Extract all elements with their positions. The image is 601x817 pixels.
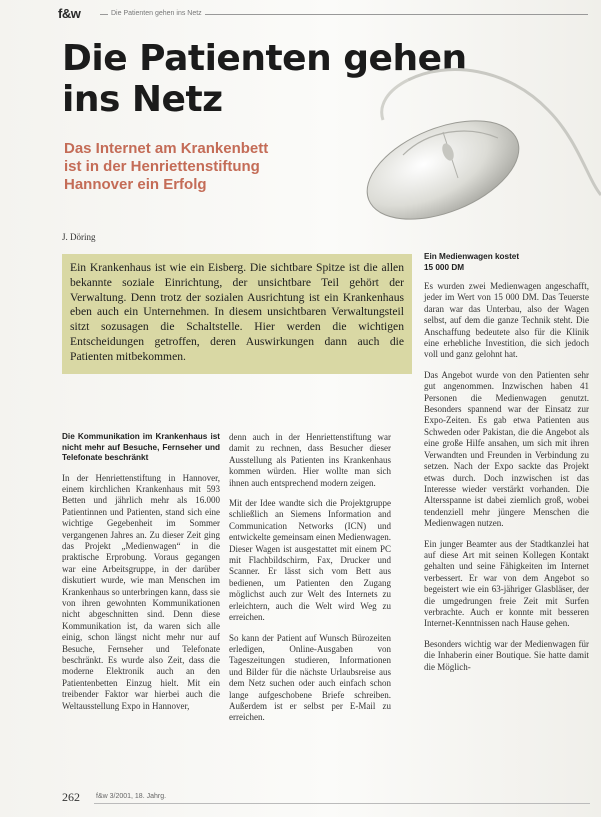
mouse-body <box>353 101 533 239</box>
title-line-2: ins Netz <box>62 79 223 120</box>
page-header <box>58 7 588 21</box>
column3-subhead: Ein Medienwagen kostet 15 000 DM <box>424 252 520 272</box>
text-column-1 <box>62 432 220 721</box>
page-number: 262 <box>62 790 80 804</box>
article-author: J. Döring <box>62 232 96 242</box>
intro-box: Ein Krankenhaus ist wie ein Eisberg. Die sichtbare Spitze ist die allen bekannte soziale Einrichtung, der unsichtbare Teil gehört der Verwaltung. Denn trotz der sozialen Ausrichtung ist ein Krankenhaus eben auch ein Unternehmen. In diesem unsichtbaren Verwaltungsteil sitzt sozusagen die Schaltstelle. Hier werden die wichtigen Entscheidungen getroffen, deren Auswirkungen dann auch die Patienten mitbekommen. <box>62 254 412 374</box>
computer-mouse-illustration <box>348 60 601 250</box>
article-subtitle: Das Internet am Krankenbett ist in der Henriettenstiftung Hannover ein Erfolg <box>64 140 269 193</box>
column2-paragraph-3: So kann der Patient auf Wunsch Bürozeiten erledigen, Online-Ausgaben von Tageszeitungen studieren, Informationen und Bilder für die nächste Urlaubsreise aus dem Netz suchen oder auch einfach schon lange aufgeschobene Briefe schreiben. Außerdem ist er selbst per E-Mail zu erreichen. <box>229 632 391 723</box>
column3-paragraph-4: Besonders wichtig war der Medienwagen für die Inhaberin einer Boutique. Sie hatte damit die Möglich- <box>424 638 589 672</box>
text-column-2 <box>229 432 391 733</box>
column3-paragraph-2: Das Angebot wurde von den Patienten sehr gut angenommen. Inzwischen haben 41 Personen die Medienwagen genutzt. Besonders spannend war der Einsatz zur Expo-Zeiten. Es gab etwa Patienten aus Schweden oder Pakistan, die die Angebot als eine große Hilfe ansahen, um sich mit ihren Verwandten und Freunden in Verbindung zu setzen. Nach der Expo sackte das Projekt etwas durch. Doch inzwischen ist das Interesse wieder verstärkt vorhanden. Die Altersspanne ist dabei ziemlich groß, wobei tendenziell mehr jüngere Menschen die Medienwagen nutzen. <box>424 369 589 529</box>
column2-paragraph-2: Mit der Idee wandte sich die Projektgruppe schließlich an Siemens Information and Communication Networks (ICN) und entwickelte gemeinsam einen Medienwagen. Dieser Wagen ist ausgestattet mit einem PC mit Flachbildschirm, Fax, Drucker und Scanner. Er lässt sich vom Bett aus bedienen, um Patienten den Zugang möglichst auch zur Welt des Internets zu erleichtern, auch die Welt wird Weg zu erreichen. <box>229 498 391 623</box>
column3-paragraph-3: Ein junger Beamter aus der Stadtkanzlei hat auf diese Art mit seinen Kollegen Kontakt gehalten und seine Fähigkeiten im Internet verbessert. Er war von dem Angebot so begeistert wie ein 63-jähriger Glasbläser, der die umgedrungen freie Zeit mit Surfen verbrachte. Auch er konnte mit besseren Internet-Kenntnissen nach Hause gehen. <box>424 538 589 629</box>
footer-rule <box>94 803 590 804</box>
title-line-1: Die Patienten gehen <box>62 38 467 79</box>
column2-paragraph-1: denn auch in der Henriettenstiftung war damit zu rechnen, dass Besucher dieser Ausstellung als Patienten ins Krankenhaus kommen würden. Hier wollte man sich ihnen auch entsprechend modern zeigen. <box>229 432 391 488</box>
column1-subhead: Die Kommunikation im Krankenhaus ist nicht mehr auf Besuche, Fernseher und Telefonate beschränkt <box>62 432 220 462</box>
magazine-logo: f&w <box>58 6 81 21</box>
column1-paragraph: In der Henriettenstiftung in Hannover, einem kirchlichen Krankenhaus mit 593 Betten und jährlich mehr als 16.000 Patientinnen und Patienten, stand sich eine wichtige Gegebenheit im Sommer vergangenen Jahres an. Zu dieser Zeit ging das Projekt „Medienwagen“ in die praktische Erprobung. Voraus gegangen war eine Arbeitsgruppe, in der darüber diskutiert wurde, wie man Menschen im Krankenhaus so unterbringen kann, dass sie von ihren gewohnten Kommunikationen nicht abgeschnitten sind. Denn diese Kommunikation ist, da waren sich alle einig, schon längst nicht mehr nur auf Besuche, Fernseher und Telefonate beschränkt. Es wurde also Zeit, dass die moderne Elektronik auch an den Patientenbetten Einzug hielt. Mit ein treibender Faktor war hierbei auch die Weltausstellung Expo in Hannover, <box>62 472 220 711</box>
column3-paragraph-1: Es wurden zwei Medienwagen angeschafft, jeder im Wert von 15 000 DM. Das Teuerste daran war das Unterbau, also der Wagen selbst, auf dem die ganze Technik steht. Die Anschaffung bedeutete also für die Klinik eine erhebliche Investition, die sich jedoch voll und ganz gelohnt hat. <box>424 281 589 360</box>
running-title: Die Patienten gehen ins Netz <box>108 10 205 17</box>
text-column-3 <box>424 252 589 682</box>
journal-reference: f&w 3/2001, 18. Jahrg. <box>96 793 167 800</box>
